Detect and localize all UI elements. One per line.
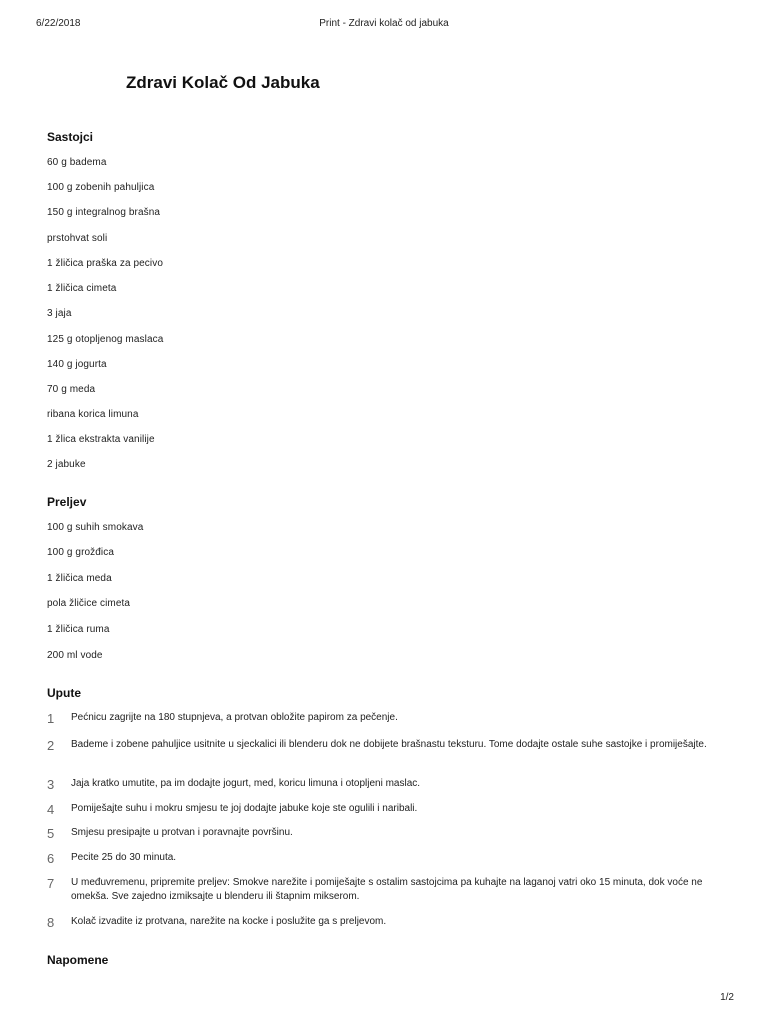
step-number: 8 bbox=[47, 915, 55, 930]
step-number: 6 bbox=[47, 851, 55, 866]
topping-item: 1 žličica meda bbox=[47, 573, 112, 584]
step-number: 7 bbox=[47, 876, 55, 891]
step-text: U međuvremenu, pripremite preljev: Smokve narežite i pomiješajte s ostalim sastojcima pa kuhajte na laganoj vatri oko 15 minuta, dok voće ne omekša. Sve zajedno izmiksajte u blenderu ili štapnim mikserom. bbox=[71, 877, 703, 902]
ingredient-item: 2 jabuke bbox=[47, 459, 86, 470]
topping-item: 1 žličica ruma bbox=[47, 624, 110, 635]
page-number: 1/2 bbox=[720, 992, 734, 1003]
topping-item: 200 ml vode bbox=[47, 650, 103, 661]
ingredient-item: 60 g badema bbox=[47, 157, 107, 168]
step-text: Pećnicu zagrijte na 180 stupnjeva, a protvan obložite papirom za pečenje. bbox=[71, 712, 398, 723]
ingredient-item: 3 jaja bbox=[47, 308, 72, 319]
step-number: 4 bbox=[47, 802, 55, 817]
recipe-title: Zdravi Kolač Od Jabuka bbox=[126, 73, 320, 92]
ingredient-item: 125 g otopljenog maslaca bbox=[47, 334, 164, 345]
section-heading-preljev: Preljev bbox=[47, 495, 87, 509]
ingredient-item: 100 g zobenih pahuljica bbox=[47, 182, 155, 193]
section-heading-upute: Upute bbox=[47, 686, 81, 700]
ingredient-item: prstohvat soli bbox=[47, 233, 108, 244]
ingredient-item: ribana korica limuna bbox=[47, 409, 139, 420]
step-text: Kolač izvadite iz protvana, narežite na kocke i poslužite ga s preljevom. bbox=[71, 916, 387, 927]
step-text: Pecite 25 do 30 minuta. bbox=[71, 852, 177, 863]
ingredient-item: 70 g meda bbox=[47, 384, 96, 395]
ingredient-item: 1 žličica cimeta bbox=[47, 283, 117, 294]
step-number: 2 bbox=[47, 738, 55, 753]
section-heading-sastojci: Sastojci bbox=[47, 130, 94, 144]
step-text: Jaja kratko umutite, pa im dodajte jogurt, med, koricu limuna i otopljeni maslac. bbox=[71, 778, 421, 789]
ingredient-item: 1 žličica praška za pecivo bbox=[47, 258, 163, 269]
step-text: Smjesu presipajte u protvan i poravnajte površinu. bbox=[71, 827, 293, 838]
step-number: 1 bbox=[47, 711, 55, 726]
print-date: 6/22/2018 bbox=[36, 18, 81, 29]
print-header-title: Print - Zdravi kolač od jabuka bbox=[319, 18, 449, 29]
step-number: 3 bbox=[47, 777, 55, 792]
ingredient-item: 1 žlica ekstrakta vanilije bbox=[47, 434, 155, 445]
ingredient-item: 150 g integralnog brašna bbox=[47, 207, 161, 218]
section-heading-napomene: Napomene bbox=[47, 953, 109, 967]
topping-item: pola žličice cimeta bbox=[47, 598, 131, 609]
ingredient-item: 140 g jogurta bbox=[47, 359, 107, 370]
topping-item: 100 g suhih smokava bbox=[47, 522, 144, 533]
step-text: Bademe i zobene pahuljice usitnite u sjeckalici ili blenderu dok ne dobijete brašnastu teksturu. Tome dodajte ostale suhe sastojke i promiješajte. bbox=[71, 739, 707, 750]
step-number: 5 bbox=[47, 826, 55, 841]
topping-item: 100 g grožđica bbox=[47, 547, 115, 558]
step-text: Pomiješajte suhu i mokru smjesu te joj dodajte jabuke koje ste ogulili i naribali. bbox=[71, 803, 418, 814]
